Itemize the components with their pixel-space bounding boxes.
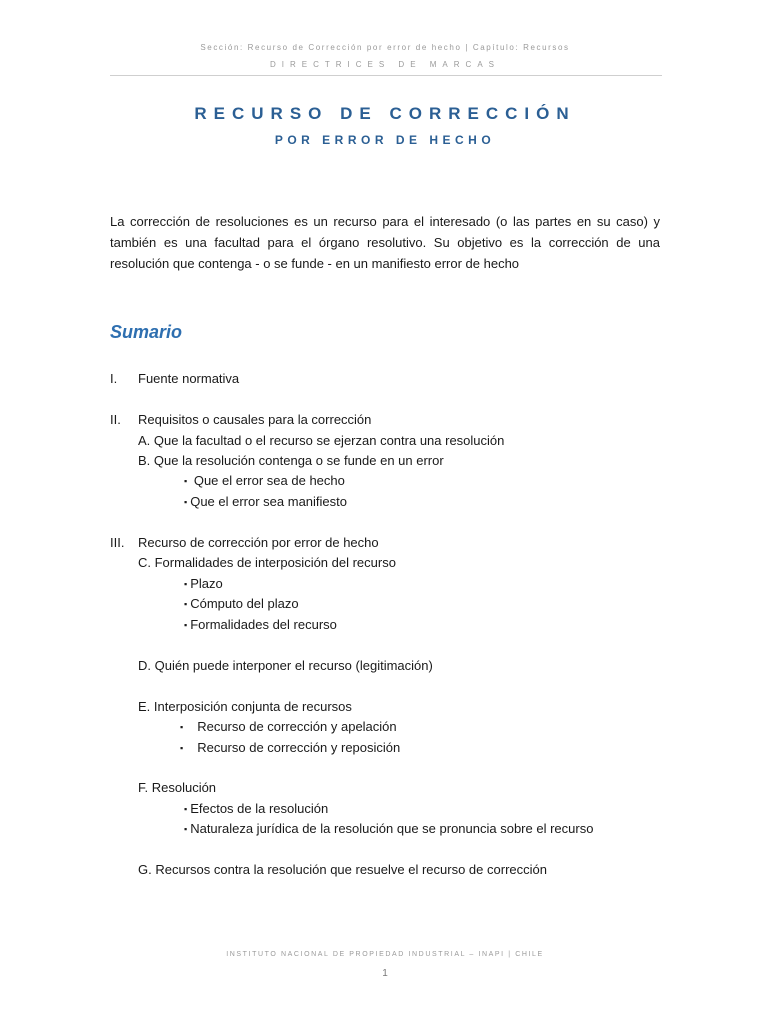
document-title: RECURSO DE CORRECCIÓN [194,104,576,123]
toc-item-ii-b: B. Que la resolución contenga o se funde en un error [138,453,444,468]
document-subtitle: POR ERROR DE HECHO [274,133,496,147]
bullet-icon: ▪ [184,824,188,834]
toc-item-iii: Recurso de corrección por error de hecho [138,535,379,550]
toc-subitem-ii-b-1 [184,473,345,488]
sumario-heading: Sumario [110,322,183,342]
toc-subitem-iii-c-1 [184,576,223,591]
toc-item-ii: Requisitos o causales para la corrección [138,412,372,427]
header-divider [110,75,662,76]
toc-item-ii-a: A. Que la facultad o el recurso se ejerzan contra una resolución [138,433,505,448]
bullet-icon: ▪ [184,620,188,630]
toc-subitem-label: Recurso de corrección y reposición [197,740,401,755]
bullet-icon: ▪ [180,743,184,753]
toc-item-iii-f: F. Resolución [138,780,217,795]
bullet-icon: ▪ [184,497,188,507]
toc-subitem-label: Naturaleza jurídica de la resolución que se pronuncia sobre el recurso [190,821,594,836]
toc-subitem-label: Que el error sea manifiesto [190,494,347,509]
toc-subitem-label: Cómputo del plazo [190,596,299,611]
toc-subitem-iii-e-1 [180,719,397,734]
header-directives: DIRECTRICES DE MARCAS [269,60,500,69]
toc-item-i: Fuente normativa [138,371,240,386]
toc-item-ii-number: II. [110,412,121,427]
toc-subitem-ii-b-2 [184,494,347,509]
toc-item-i-number: I. [110,371,118,386]
intro-paragraph: La corrección de resoluciones es un recurso para el interesado (o las partes en su caso) y también es una facultad para el órgano resolutivo. Su objetivo es la corrección de una resolución que contenga - o se funde - en un manifiesto error de hecho [110,214,660,271]
toc-subitem-iii-f-2 [184,821,593,836]
toc-item-iii-e: E. Interposición conjunta de recursos [138,699,352,714]
toc-subitem-label: Efectos de la resolución [190,801,329,816]
bullet-icon: ▪ [184,476,188,486]
toc-subitem-label: Recurso de corrección y apelación [197,719,397,734]
toc-subitem-iii-c-3 [184,617,337,632]
bullet-icon: ▪ [184,804,188,814]
toc-subitem-label: Plazo [190,576,223,591]
toc-subitem-label: Que el error sea de hecho [193,473,345,488]
toc-subitem-iii-c-2 [184,596,299,611]
toc-item-iii-d: D. Quién puede interponer el recurso (legitimación) [138,658,433,673]
header-section-line: Sección: Recurso de Corrección por error de hecho | Capítulo: Recursos [200,43,570,52]
bullet-icon: ▪ [184,579,188,589]
footer-institution: INSTITUTO NACIONAL DE PROPIEDAD INDUSTRIAL – INAPI | CHILE [226,951,544,958]
bullet-icon: ▪ [180,722,184,732]
toc-item-iii-c: C. Formalidades de interposición del recurso [138,555,396,570]
toc-subitem-iii-e-2 [180,740,400,755]
toc-item-iii-g: G. Recursos contra la resolución que resuelve el recurso de corrección [138,862,547,877]
toc-subitem-iii-f-1 [184,801,328,816]
toc-subitem-label: Formalidades del recurso [190,617,337,632]
page-number: 1 [382,968,388,979]
toc-item-iii-number: III. [110,535,125,550]
bullet-icon: ▪ [184,599,188,609]
